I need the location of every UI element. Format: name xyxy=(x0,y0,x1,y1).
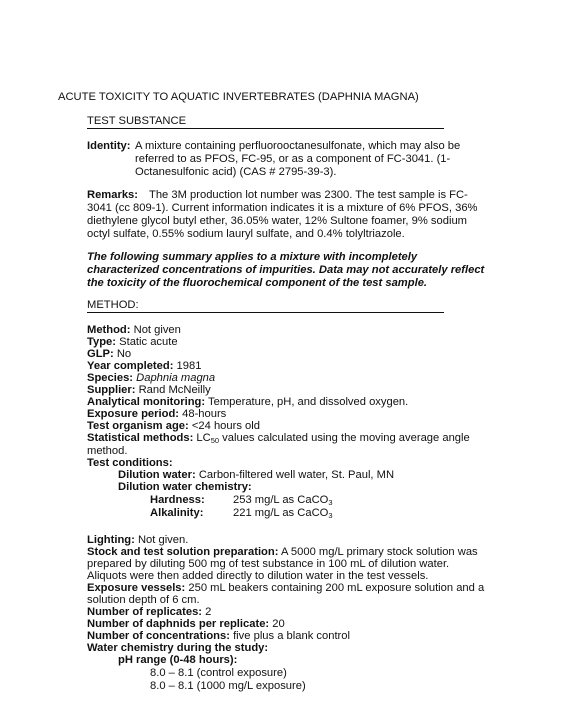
vessels-line-1: 250 mL beakers containing 200 mL exposure solution and a xyxy=(188,582,485,594)
exposure-period-row xyxy=(87,408,226,421)
method-heading xyxy=(87,299,444,313)
species-value: Daphnia magna xyxy=(136,372,216,384)
method-value: Not given xyxy=(133,324,181,336)
organism-age-value: <24 hours old xyxy=(191,420,260,432)
organism-age-label: Test organism age: xyxy=(87,420,189,432)
document-title: ACUTE TOXICITY TO AQUATIC INVERTEBRATES (DAPHNIA MAGNA) xyxy=(58,91,419,103)
summary-note-line-2: characterized concentrations of impurities. Data may not accurately reflect xyxy=(87,264,485,276)
stock-line-2: prepared by diluting 500 mg of test substance in 100 mL of dilution water. xyxy=(87,558,450,570)
replicates-value: 2 xyxy=(205,606,212,618)
alkalinity-value-sub: 3 xyxy=(328,511,333,520)
lighting-value: Not given. xyxy=(137,534,189,546)
alkalinity-value-text: 221 mg/L as CaCO xyxy=(233,507,329,519)
statistical-line-2: method. xyxy=(87,445,128,457)
type-row xyxy=(87,336,178,349)
year-row xyxy=(87,360,201,373)
glp-row xyxy=(87,348,131,361)
remarks-line-3: diethylene glycol butyl ether, 36.05% water, 12% Sultone foamer, 9% sodium xyxy=(87,215,467,227)
alkalinity-label: Alkalinity: xyxy=(150,507,204,519)
method-row xyxy=(87,324,181,337)
organism-age-row xyxy=(87,420,260,433)
replicates-row xyxy=(87,606,211,619)
concentrations-label: Number of concentrations: xyxy=(87,630,230,642)
hardness-value xyxy=(233,494,333,507)
analytical-label: Analytical monitoring: xyxy=(87,396,206,408)
summary-note-line-1: The following summary applies to a mixture with incompletely xyxy=(87,251,418,263)
summary-note-line-3: the toxicity of the fluorochemical component of the test sample. xyxy=(87,277,428,289)
glp-value: No xyxy=(116,348,132,360)
alkalinity-value xyxy=(233,507,333,520)
replicates-label: Number of replicates: xyxy=(87,606,203,618)
year-value: 1981 xyxy=(176,360,202,372)
remarks-label: Remarks: xyxy=(87,189,138,201)
lighting-label: Lighting: xyxy=(87,534,135,546)
test-conditions-label: Test conditions: xyxy=(87,457,173,469)
type-value: Static acute xyxy=(119,336,178,348)
test-substance-heading-text: TEST SUBSTANCE xyxy=(87,115,444,129)
hardness-value-text: 253 mg/L as CaCO xyxy=(233,494,329,506)
exposure-period-label: Exposure period: xyxy=(87,408,180,420)
daphnids-label: Number of daphnids per replicate: xyxy=(87,618,270,630)
identity-line-3: Octanesulfonic acid) (CAS # 2795-39-3). xyxy=(135,166,337,178)
lighting-row xyxy=(87,534,188,547)
statistical-value-pre: LC xyxy=(196,432,211,444)
dilution-water-label: Dilution water: xyxy=(118,469,196,481)
supplier-row xyxy=(87,384,211,397)
ph-1000: 8.0 – 8.1 (1000 mg/L exposure) xyxy=(150,680,306,692)
remarks-line-2: 3041 (cc 809-1). Current information indicates it is a mixture of 6% PFOS, 36% xyxy=(87,202,478,214)
statistical-row xyxy=(87,432,470,445)
test-substance-heading xyxy=(87,115,444,129)
supplier-label: Supplier: xyxy=(87,384,136,396)
analytical-row xyxy=(87,396,408,409)
vessels-row xyxy=(87,582,484,595)
identity-line-1: A mixture containing perfluorooctanesulfonate, which may also be xyxy=(135,140,461,152)
daphnids-value: 20 xyxy=(272,618,285,630)
ph-control: 8.0 – 8.1 (control exposure) xyxy=(150,667,287,679)
daphnids-row xyxy=(87,618,285,631)
concentrations-value: five plus a blank control xyxy=(233,630,350,642)
species-label: Species: xyxy=(87,372,134,384)
stock-line-1: A 5000 mg/L primary stock solution was xyxy=(280,546,478,558)
year-label: Year completed: xyxy=(87,360,174,372)
exposure-period-value: 48-hours xyxy=(182,408,227,420)
species-row xyxy=(87,372,215,385)
concentrations-row xyxy=(87,630,350,643)
stock-label: Stock and test solution preparation: xyxy=(87,546,279,558)
vessels-line-2: solution depth of 6 cm. xyxy=(87,594,200,606)
glp-label: GLP: xyxy=(87,348,114,360)
remarks-line-1: The 3M production lot number was 2300. The test sample is FC- xyxy=(149,189,468,201)
vessels-label: Exposure vessels: xyxy=(87,582,186,594)
statistical-value-post: values calculated using the moving average angle xyxy=(219,432,470,444)
stock-row xyxy=(87,546,478,559)
hardness-label: Hardness: xyxy=(150,494,205,506)
ph-range-label: pH range (0-48 hours): xyxy=(118,654,238,666)
dilution-water-value: Carbon-filtered well water, St. Paul, MN xyxy=(198,469,395,481)
dilution-chem-label: Dilution water chemistry: xyxy=(118,481,252,493)
statistical-value-sub: 50 xyxy=(210,436,220,445)
water-chem-label: Water chemistry during the study: xyxy=(87,642,269,654)
identity-label: Identity: xyxy=(87,140,131,152)
supplier-value: Rand McNeilly xyxy=(138,384,211,396)
stock-line-3: Aliquots were then added directly to dilution water in the test vessels. xyxy=(87,570,429,582)
remarks-line-4: octyl sulfate, 0.55% sodium lauryl sulfate, and 0.4% tolyltriazole. xyxy=(87,228,405,240)
dilution-water-row xyxy=(118,469,394,482)
type-label: Type: xyxy=(87,336,117,348)
method-label: Method: xyxy=(87,324,131,336)
statistical-label: Statistical methods: xyxy=(87,432,194,444)
identity-line-2: referred to as PFOS, FC-95, or as a component of FC-3041. (1- xyxy=(135,153,451,165)
analytical-value: Temperature, pH, and dissolved oxygen. xyxy=(208,396,409,408)
hardness-value-sub: 3 xyxy=(328,498,333,507)
method-heading-text: METHOD: xyxy=(87,299,444,313)
